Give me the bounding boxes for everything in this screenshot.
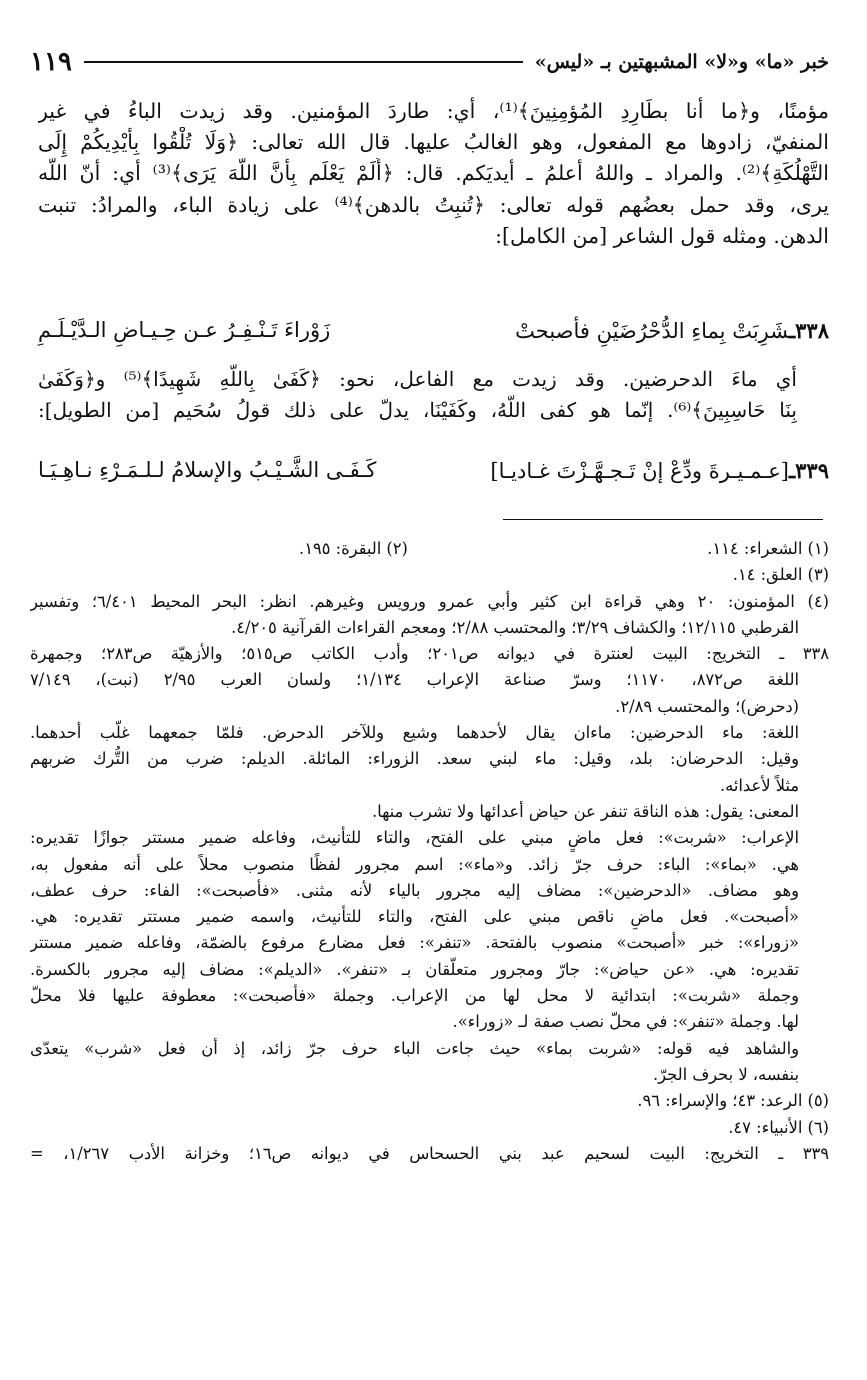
verse-first-hemistich [490, 458, 829, 483]
text-line: المنفيّ، زادوها مع المفعول، وهو الغالبُ عليها. قال الله تعالى: ﴿وَلَا تُلْقُوا بِأَيْدِيكُمْ إِلَى [38, 130, 829, 155]
explanation-text [38, 364, 797, 426]
shahid-line: والشاهد فيه قوله: «شربت بماء» حيث جاءت الباء حرف جرّ زائد، إذ أن فعل «شرب» يتعدّى [30, 1038, 799, 1058]
text-line: التَّهْلُكَةِ﴾⁽²⁾. والمراد ـ واللهُ أعلمُ ـ أيديَكم. قال: ﴿أَلَمْ يَعْلَم بِأَنَّ اللَّهَ يَرَى﴾⁽³⁾ أي: أنّ اللّه [38, 161, 829, 186]
text-line: أي ماءَ الدحرضين. وقد زيدت مع الفاعل، نحو: ﴿كَفَىٰ بِاللَّهِ شَهِيدًا﴾⁽⁵⁾ و﴿وَكَفَىٰ [38, 367, 797, 391]
lugha-line: اللغة: ماء الدحرضين: ماءان يقال لأحدهما وشيع وللآخر الدحرض. فلمّا جمعهما غلَّب أحدهما. [30, 723, 799, 743]
footnote-3: (٣) العلق: ١٤. [732, 565, 829, 585]
footnote-divider [503, 519, 823, 520]
footnote-5: (٥) الرعد: ٤٣؛ والإسراء: ٩٦. [637, 1091, 829, 1111]
footnote-1: (١) الشعراء: ١١٤. [707, 539, 829, 558]
irab-line: «أصبحت». فعل ماضٍ ناقص مبني على الفتح، والتاء للتأنيث، واسمه ضمير مستتر تقديره: هي. [30, 907, 799, 927]
irab-line: وجملة «شربت»: ابتدائية لا محل لها من الإعراب. وجملة «فأصبحت»: معطوفة عليها فلا محلّ [30, 986, 799, 1006]
text-line: الدهن. ومثله قول الشاعر [من الكامل]: [495, 223, 829, 248]
footnotes [30, 536, 829, 1167]
footnote-4-line: القرطبي ١٢/١١٥؛ والكشاف ٣/٢٩؛ والمحتسب ٢/٨٨؛ ومعجم القراءات القرآنية ٤/٢٠٥. [231, 617, 799, 637]
header-rule [84, 61, 523, 63]
irab-line: «زوراء»: خبر «أصبحت» منصوب بالفتحة. «تنفر»: فعل مضارع مرفوع بالضمّة، وفاعله ضمير مستتر [30, 933, 799, 953]
footnote-4-line: (٤) المؤمنون: ٢٠ وهي قراءة ابن كثير وأبي عمرو ورويس وغيرهم. انظر: البحر المحيط ٦/٤٠١؛ وتفسير [30, 591, 829, 611]
page-number: ١١٩ [30, 47, 72, 77]
footnote-2: (٢) البقرة: ١٩٥. [299, 539, 408, 558]
main-text [38, 96, 829, 252]
irab-line: هي. «بماء»: الباء: حرف جرّ زائد. و«ماء»: اسم مجرور لفظًا منصوب محلاً على أنه مفعول به، [30, 854, 799, 874]
text-line: مؤمنًا، و﴿ما أنا بطَارِدِ المُؤمِنِينَ﴾⁽¹⁾، أي: طاردَ المؤمنين. وقد زيدت الباءُ في غير [38, 99, 829, 123]
verse-338 [38, 318, 829, 343]
hemistich-text: شَرِبَتْ بِماءِ الدُّحْرُضَيْنِ فأصبحتْ [515, 319, 789, 343]
footnote-6: (٦) الأنبياء: ٤٧. [728, 1117, 829, 1137]
text-line: يرى، وقد حمل بعضُهم قوله تعالى: ﴿تُنبِتُ بالدهن﴾⁽⁴⁾ على زيادة الباء، والمرادُ: تنبت [38, 192, 829, 217]
verse-second-hemistich: كَـفَـى الشَّـيْـبُ والإسلامُ لـلـمَـرْءِ نـاهِـيَـا [38, 458, 377, 482]
irab-line: الإعراب: «شربت»: فعل ماضٍ مبني على الفتح، والتاء للتأنيث، وفاعله ضمير مستتر جوازًا تقديره: [30, 828, 799, 848]
mana-line: المعنى: يقول: هذه الناقة تنفر عن حياض أعدائها ولا تشرب منها. [372, 801, 799, 821]
irab-line: وهو مضاف. «الدحرضين»: مضاف إليه مجرور بالياء لأنه مثنى. «فأصبحت»: الفاء: حرف عطف، [30, 880, 799, 900]
takhrij-338-line: (دحرض)؛ والمحتسب ٢/٨٩. [615, 696, 799, 716]
running-header [30, 42, 829, 82]
verse-339 [38, 458, 829, 483]
irab-line: تقديره: هي. «عن حياض»: جارّ ومجرور متعلّقان بـ «تنفر». «الديلم»: مضاف إليه مجرور بالكسرة. [30, 959, 799, 979]
hemistich-text: [عـمـيـرةَ ودِّعْ إنْ تَـجـهَّـزْتَ غـاديـا] [490, 459, 789, 483]
verse-number: ٣٣٩ـ [789, 458, 829, 483]
lugha-line: وقيل: الدحرضان: بلد، وقيل: ماء لبني سعد. الزوراء: المائلة. الديلم: ضرب من التُّرك ضربهم [30, 749, 799, 769]
text-line: بِنَا حَاسِبِينَ﴾⁽⁶⁾. إنّما هو كفى اللّهُ، وكَفَيْنَا، يدلّ على ذلك قولُ سُحَيم [من الطويل]: [38, 398, 797, 423]
takhrij-338-line: اللغة ص٨٧٢، ١١٧٠؛ وسرّ صناعة الإعراب ١/١٣٤؛ ولسان العرب ٢/٩٥ (نبت)، ٧/١٤٩ [30, 670, 799, 690]
verse-number: ٣٣٨ـ [789, 318, 829, 343]
verse-second-hemistich: زَوْراءَ تَـنْـفِـرُ عـن حِـيـاضِ الـدَّيْـلَـمِ [38, 318, 331, 342]
takhrij-338-line: ٣٣٨ ـ التخريج: البيت لعنترة في ديوانه ص٢٠١؛ وأدب الكاتب ص٥١٥؛ والأزهيّة ص٢٨٣؛ وجمهرة [30, 644, 829, 664]
lugha-line: مثلاً لأعدائه. [719, 775, 799, 795]
takhrij-339-line: ٣٣٩ ـ التخريج: البيت لسحيم عبد بني الحسحاس في ديوانه ص١٦؛ وخزانة الأدب ١/٢٦٧، = [30, 1143, 829, 1163]
verse-first-hemistich [515, 318, 829, 343]
irab-line: لها. وجملة «تنفر»: في محلّ نصب صفة لـ «زوراء». [452, 1012, 799, 1032]
chapter-title: خبر «ما» و«لا» المشبهتين بـ «ليس» [534, 51, 829, 73]
shahid-line: بنفسه، لا بحرف الجرّ. [652, 1064, 799, 1084]
footnote-row [299, 536, 829, 562]
